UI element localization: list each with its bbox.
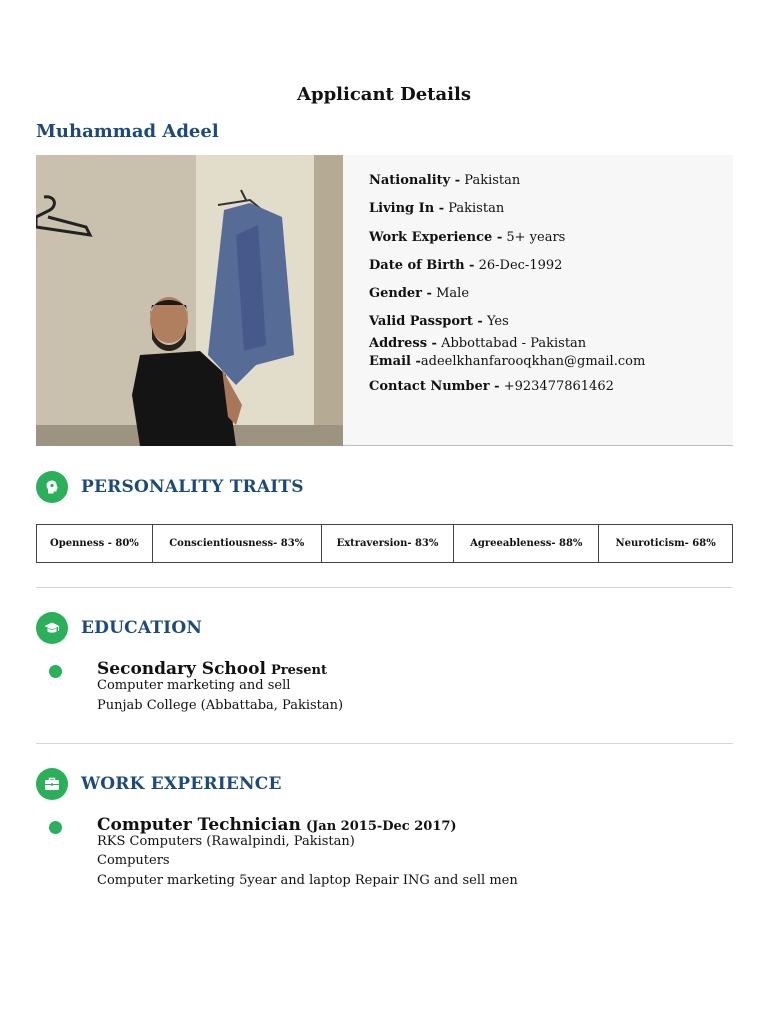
detail-nationality [369,173,520,188]
job-description: Computer marketing 5year and laptop Repair ING and sell men [97,873,518,888]
education-institution: Punjab College (Abbattaba, Pakistan) [97,698,344,713]
job-period: (Jan 2015-Dec 2017) [305,819,457,834]
traits-row [37,525,733,563]
profile-panel [36,155,733,446]
detail-value: 26-Dec-1992 [478,258,563,273]
detail-work-experience [369,230,565,245]
trait-conscientiousness: Conscientiousness- 83% [152,525,321,563]
trait-neuroticism: Neuroticism- 68% [599,525,733,563]
applicant-photo [36,155,343,446]
graduation-cap-icon [36,612,68,644]
briefcase-icon [36,768,68,800]
detail-contact-number [369,379,614,394]
education-entry-title [97,659,327,679]
detail-value: +923477861462 [503,379,614,394]
detail-label: Valid Passport - [369,314,483,329]
detail-label: Living In - [369,201,445,216]
trait-openness: Openness - 80% [37,525,153,563]
personality-section-title: PERSONALITY TRAITS [81,477,304,497]
work-entry-title [97,815,457,835]
education-period: Present [271,663,327,678]
detail-date-of-birth [369,258,562,273]
detail-label: Gender - [369,286,432,301]
detail-label: Contact Number - [369,379,500,394]
detail-value: Yes [486,314,509,329]
detail-valid-passport [369,314,509,329]
detail-email [369,354,645,369]
bullet-dot [49,821,62,834]
section-divider [36,587,733,588]
detail-label: Email - [369,354,421,369]
detail-address [369,336,586,351]
personality-traits-table [36,524,733,563]
work-section-title: WORK EXPERIENCE [81,774,282,794]
applicant-name: Muhammad Adeel [36,121,219,142]
detail-value: adeelkhanfarooqkhan@gmail.com [420,354,646,369]
detail-label: Work Experience - [369,230,503,245]
detail-value: Abbottabad - Pakistan [441,336,587,351]
head-icon [36,471,68,503]
detail-label: Address - [369,336,437,351]
detail-value: 5+ years [506,230,566,245]
trait-extraversion: Extraversion- 83% [321,525,454,563]
education-section-title: EDUCATION [81,618,203,638]
job-company: RKS Computers (Rawalpindi, Pakistan) [97,834,355,849]
education-degree: Secondary School [97,659,266,679]
detail-living-in [369,201,504,216]
page-title: Applicant Details [297,84,471,105]
detail-gender [369,286,469,301]
job-field: Computers [97,853,170,868]
trait-agreeableness: Agreeableness- 88% [454,525,599,563]
job-title: Computer Technician [97,815,301,835]
education-detail-line: Computer marketing and sell [97,678,291,693]
detail-value: Pakistan [464,173,521,188]
detail-label: Date of Birth - [369,258,475,273]
detail-label: Nationality - [369,173,461,188]
detail-value: Male [436,286,470,301]
bullet-dot [49,665,62,678]
section-divider [36,743,733,744]
detail-value: Pakistan [448,201,505,216]
